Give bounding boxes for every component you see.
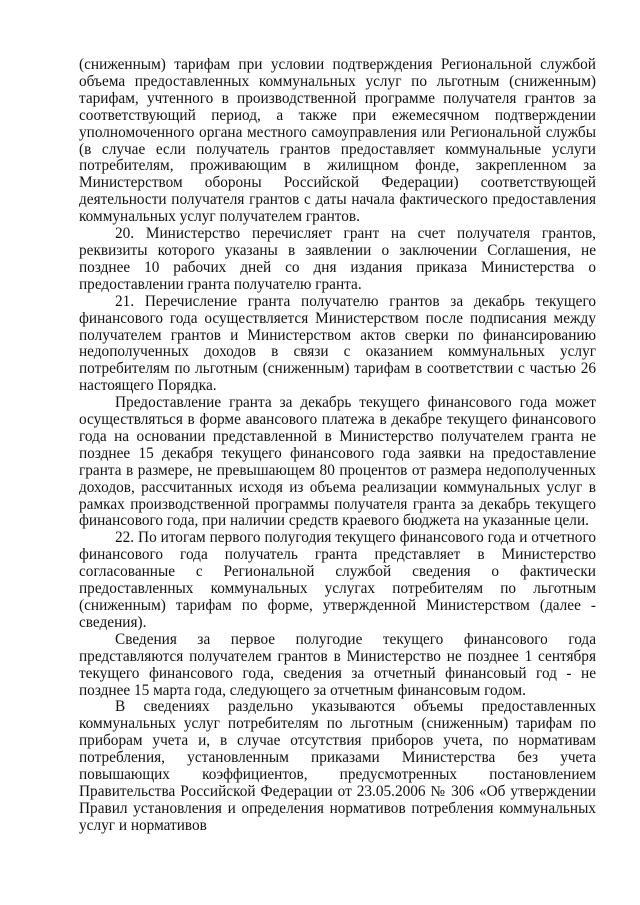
document-page (79, 57, 596, 835)
paragraph-continuation-tariffs: (сниженным) тарифам при условии подтверждения Региональной службой объема предоставленных коммунальных услуг по льготным (сниженным) тарифам, учтенного в производственной программе получателя грантов за соответствующий период, а также при ежемесячном подтверждении уполномоченного органа местного самоуправления или Региональной службы (в случае если получатель грантов предоставляет коммунальные услуги потребителям, проживающим в жилищном фонде, закрепленном за Министерством обороны Российской Федерации) соответствующей деятельности получателя грантов с даты начала фактического предоставления коммунальных услуг получателем грантов. (79, 56, 596, 226)
paragraph-advance-payment: Предоставление гранта за декабрь текущего финансового года может осуществляться в форме авансового платежа в декабре текущего финансового года на основании представленной в Министерство получателем гранта не позднее 15 декабря текущего финансового года заявки на предоставление гранта в размере, не превышающем 80 процентов от размера недополученных доходов, рассчитанных исходя из объема реализации коммунальных услуг в рамках производственной программы получателя гранта за декабрь текущего финансового года, при наличии средств краевого бюджета на указанные цели. (79, 394, 596, 530)
paragraph-21-december-transfer: 21. Перечисление гранта получателю грантов за декабрь текущего финансового года осуществляется Министерством после подписания между получателем грантов и Министерством актов сверки по финансированию недополученных доходов в связи с оказанием коммунальных услуг потребителям по льготным (сниженным) тарифам в соответствии с частью 26 настоящего Порядка. (79, 292, 596, 395)
paragraph-22-half-year-report: 22. По итогам первого полугодия текущего финансового года и отчетного финансового года получатель гранта представляет в Министерство согласованные с Региональной службой сведения о фактически предоставленных коммунальных услугах потребителям по льготным (сниженным) тарифам по форме, утвержденной Министерством (далее - сведения). (79, 529, 596, 631)
paragraph-report-contents: В сведениях раздельно указываются объемы предоставленных коммунальных услуг потребителям по льготным (сниженным) тарифам по приборам учета и, в случае отсутствия приборов учета, по нормативам потребления, установленным приказами Министерства без учета повышающих коэффициентов, предусмотренных постановлением Правительства Российской Федерации от 23.05.2006 № 306 «Об утверждении Правил установления и определения нормативов потребления коммунальных услуг и нормативов (79, 698, 596, 834)
paragraph-report-deadlines: Сведения за первое полугодие текущего финансового года представляются получателем грантов в Министерство не позднее 1 сентября текущего финансового года, сведения за отчетный финансовый год - не позднее 15 марта года, следующего за отчетным финансовым годом. (79, 630, 596, 699)
paragraph-20-grant-transfer: 20. Министерство перечисляет грант на счет получателя грантов, реквизиты которого указаны в заявлении о заключении Соглашения, не позднее 10 рабочих дней со дня издания приказа Министерства о предоставлении гранта получателю гранта. (79, 225, 596, 293)
